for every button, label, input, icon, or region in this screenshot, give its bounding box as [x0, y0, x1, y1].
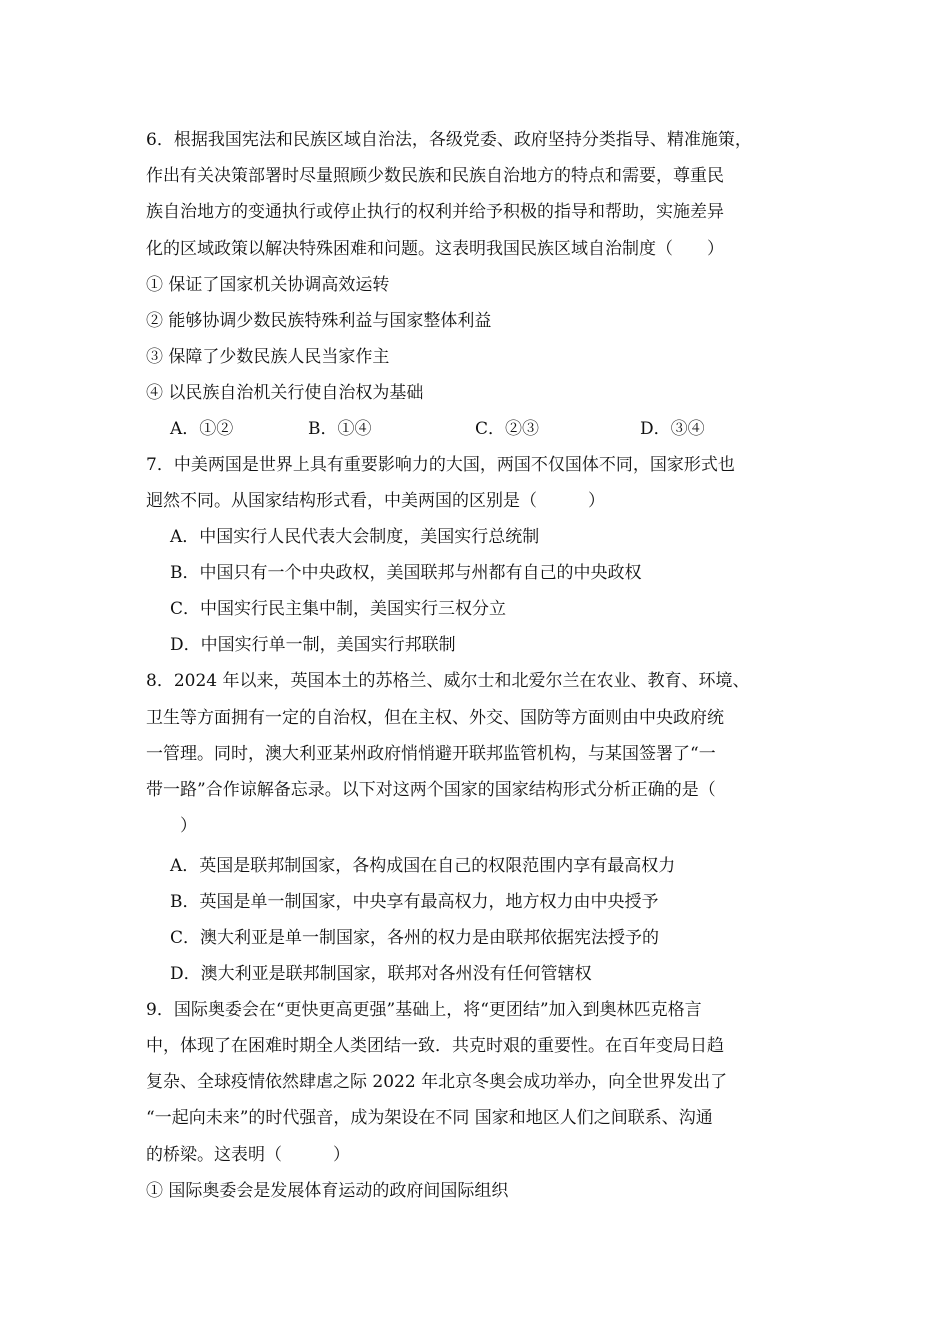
- q6-item: ① 保证了国家机关协调高效运转: [146, 275, 390, 295]
- q7-option-d: D．中国实行单一制，美国实行邦联制: [170, 635, 456, 655]
- q6-option-b: B．①④: [308, 419, 372, 439]
- q6-stem-line: 化的区域政策以解决特殊困难和问题。这表明我国民族区域自治制度（ ）: [146, 239, 724, 259]
- q7-option-c: C．中国实行民主集中制，美国实行三权分立: [170, 599, 507, 619]
- q6-item: ② 能够协调少数民族特殊利益与国家整体利益: [146, 311, 492, 331]
- q7-option-a: A．中国实行人民代表大会制度，美国实行总统制: [170, 527, 540, 547]
- q8-stem-line: ）: [146, 816, 197, 836]
- q7-stem-line: 7．中美两国是世界上具有重要影响力的大国，两国不仅国体不同，国家形式也: [146, 455, 735, 475]
- q6-stem-line: 6．根据我国宪法和民族区域自治法，各级党委、政府坚持分类指导、精准施策，: [146, 130, 752, 150]
- q7-option-b: B．中国只有一个中央政权，美国联邦与州都有自己的中央政权: [170, 563, 642, 583]
- q8-option-c: C．澳大利亚是单一制国家，各州的权力是由联邦依据宪法授予的: [170, 928, 660, 948]
- q6-item: ④ 以民族自治机关行使自治权为基础: [146, 383, 424, 403]
- q7-stem-line: 迥然不同。从国家结构形式看，中美两国的区别是（ ）: [146, 491, 605, 511]
- q6-stem-line: 作出有关决策部署时尽量照顾少数民族和民族自治地方的特点和需要，尊重民: [146, 166, 724, 186]
- q9-stem-line: 复杂、全球疫情依然肆虐之际 2022 年北京冬奥会成功举办，向全世界发出了: [146, 1072, 728, 1092]
- q8-option-d: D．澳大利亚是联邦制国家，联邦对各州没有任何管辖权: [170, 964, 592, 984]
- q6-stem-line: 族自治地方的变通执行或停止执行的权利并给予积极的指导和帮助，实施差异: [146, 202, 724, 222]
- q8-stem-line: 8．2024 年以来，英国本土的苏格兰、威尔士和北爱尔兰在农业、教育、环境、: [146, 671, 750, 691]
- q8-option-b: B．英国是单一制国家，中央享有最高权力，地方权力由中央授予: [170, 892, 659, 912]
- q9-stem-line: 的桥梁。这表明（ ）: [146, 1145, 350, 1165]
- q8-stem-line: 一管理。同时，澳大利亚某州政府悄悄避开联邦监管机构，与某国签署了“一: [146, 744, 716, 764]
- q9-stem-line: 中，体现了在困难时期全人类团结一致．共克时艰的重要性。在百年变局日趋: [146, 1036, 724, 1056]
- q8-stem-line: 带一路”合作谅解备忘录。以下对这两个国家的国家结构形式分析正确的是（: [146, 780, 716, 800]
- q8-option-a: A．英国是联邦制国家，各构成国在自己的权限范围内享有最高权力: [170, 856, 676, 876]
- q9-stem-line: “一起向未来”的时代强音，成为架设在不同 国家和地区人们之间联系、沟通: [146, 1108, 713, 1128]
- q6-item: ③ 保障了少数民族人民当家作主: [146, 347, 390, 367]
- q9-stem-line: 9．国际奥委会在“更快更高更强”基础上，将“更团结”加入到奥林匹克格言: [146, 1000, 702, 1020]
- q8-stem-line: 卫生等方面拥有一定的自治权，但在主权、外交、国防等方面则由中央政府统: [146, 708, 724, 728]
- q6-option-a: A．①②: [170, 419, 234, 439]
- q6-option-c: C．②③: [475, 419, 540, 439]
- q6-option-d: D．③④: [640, 419, 705, 439]
- q9-item: ① 国际奥委会是发展体育运动的政府间国际组织: [146, 1181, 509, 1201]
